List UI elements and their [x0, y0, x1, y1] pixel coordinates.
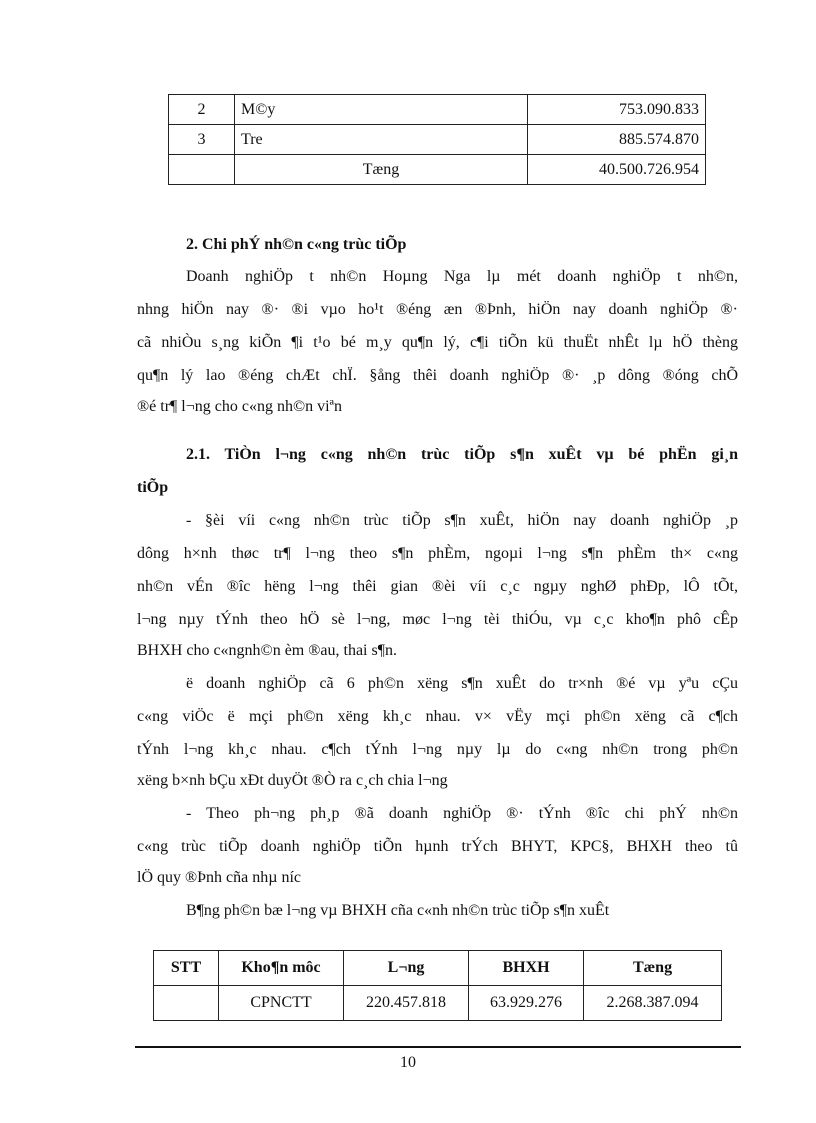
header-item: Kho¶n môc [219, 951, 344, 986]
paragraph-line: c«ng viÖc ë mçi ph©n xëng kh¸c nhau. v× vËy mçi ph©n xëng cã c¶ch [137, 708, 738, 725]
section-2-1-heading: 2.1. TiÒn l¬ng c«ng nh©n trùc tiÕp s¶n xuÊt vµ bé phËn gi¸n [186, 446, 738, 463]
section-2-1-heading-cont: tiÕp [137, 479, 169, 496]
cost-summary-table [168, 94, 706, 185]
table-total-row [169, 155, 706, 185]
table-header-row [154, 951, 722, 986]
paragraph-line: BHXH cho c«ngnh©n èm ®au, thai s¶n. [137, 642, 397, 659]
table-row [169, 125, 706, 155]
empty-cell [169, 155, 235, 185]
table-row [154, 986, 722, 1021]
cell-total: 2.268.387.094 [584, 986, 722, 1021]
table-row [169, 95, 706, 125]
section-2-heading: 2. Chi phÝ nh©n c«ng trùc tiÕp [186, 236, 407, 253]
row-value: 885.574.870 [528, 125, 706, 155]
paragraph-line: nh©n vÉn ®îc hëng l¬ng thêi gian ®èi víi c¸c ngµy nghØ phÐp, lÔ tÕt, [137, 578, 738, 595]
cell-bhxh: 63.929.276 [469, 986, 584, 1021]
paragraph-line: cã nhiÒu s¸ng kiÕn ¶i t¹o bé m¸y qu¶n lý, c¶i tiÕn kü thuËt nhÊt lµ hÖ thèng [137, 334, 738, 351]
row-number: 3 [169, 125, 235, 155]
paragraph-line: xëng b×nh bÇu xÐt duyÖt ®Ò ra c¸ch chia l¬ng [137, 772, 448, 789]
header-wage: L¬ng [344, 951, 469, 986]
paragraph-line: l¬ng nµy tÝnh theo hÖ sè l¬ng, møc l¬ng tèi thiÓu, vµ c¸c kho¶n phô cÊp [137, 611, 738, 628]
table-caption: B¶ng ph©n bæ l¬ng vµ BHXH cña c«nh nh©n trùc tiÕp s¶n xuÊt [186, 902, 610, 919]
paragraph-line: nhng hiÖn nay ®· ®i vµo ho¹t ®éng æn ®Þnh, hiÖn nay doanh nghiÖp ®· [137, 301, 738, 318]
paragraph-line: - §èi víi c«ng nh©n trùc tiÕp s¶n xuÊt, hiÖn nay doanh nghiÖp ¸p [186, 512, 738, 529]
page-number: 10 [400, 1054, 416, 1071]
row-name: M©y [235, 95, 528, 125]
paragraph-line: ë doanh nghiÖp cã 6 ph©n xëng s¶n xuÊt do tr×nh ®é vµ yªu cÇu [186, 675, 738, 692]
labor-cost-allocation-table [153, 950, 722, 1021]
total-label: Tæng [235, 155, 528, 185]
header-stt: STT [154, 951, 219, 986]
paragraph-line: c«ng trùc tiÕp doanh nghiÖp tiÕn hµnh trÝch BHYT, KPC§, BHXH theo tû [137, 838, 738, 855]
total-value: 40.500.726.954 [528, 155, 706, 185]
header-bhxh: BHXH [469, 951, 584, 986]
paragraph-line: dông h×nh thøc tr¶ l¬ng theo s¶n phÈm, ngoµi l¬ng s¶n phÈm th× c«ng [137, 545, 738, 562]
footer-rule [135, 1046, 741, 1048]
cell-stt [154, 986, 219, 1021]
paragraph-line: tÝnh l¬ng kh¸c nhau. c¶ch tÝnh l¬ng nµy lµ do c«ng nh©n trong ph©n [137, 741, 738, 758]
paragraph-line: Doanh nghiÖp t nh©n Hoµng Nga lµ mét doanh nghiÖp t nh©n, [186, 268, 738, 285]
row-number: 2 [169, 95, 235, 125]
paragraph-line: qu¶n lý lao ®éng chÆt chÏ. §ång thêi doanh nghiÖp ®· ¸p dông ®óng chÕ [137, 367, 738, 384]
cell-item: CPNCTT [219, 986, 344, 1021]
paragraph-line: - Theo ph¬ng ph¸p ®ã doanh nghiÖp ®· tÝnh ®îc chi phÝ nh©n [186, 805, 738, 822]
paragraph-line: lÖ quy ®Þnh cña nhµ níc [137, 869, 302, 886]
row-value: 753.090.833 [528, 95, 706, 125]
row-name: Tre [235, 125, 528, 155]
paragraph-line: ®é tr¶ l¬ng cho c«ng nh©n viªn [137, 398, 342, 415]
header-total: Tæng [584, 951, 722, 986]
cell-wage: 220.457.818 [344, 986, 469, 1021]
